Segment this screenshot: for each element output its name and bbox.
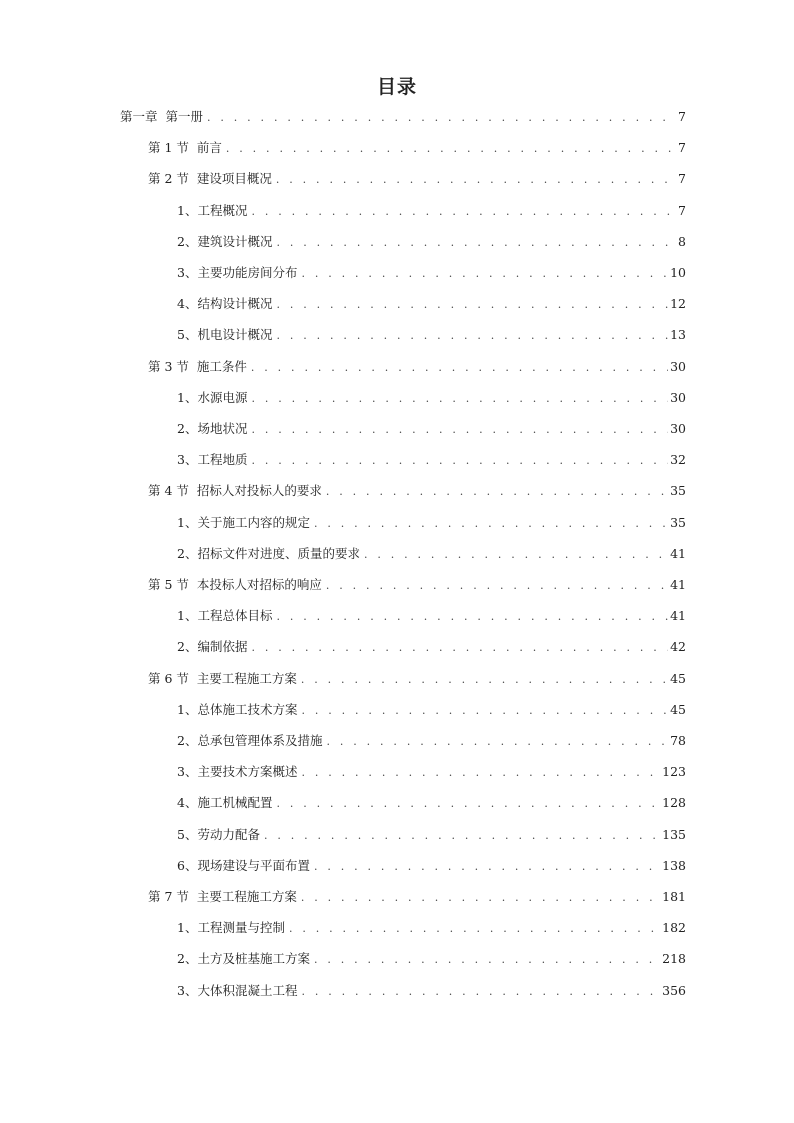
toc-dot-leader [301,264,668,284]
toc-entry-number: 第 6 节 [148,670,189,686]
toc-entry[interactable] [177,450,686,470]
toc-entry-label: 主要工程施工方案 [196,670,297,686]
toc-dot-leader [301,982,660,1002]
toc-entry[interactable] [177,700,686,720]
toc-entry[interactable] [148,138,686,158]
toc-entry-number: 2、 [177,733,198,748]
toc-entry-spacer [189,481,197,501]
toc-entry-number: 第一章 [120,109,158,124]
toc-dot-leader [207,108,676,128]
toc-entry-label: 招标文件对进度、质量的要求 [197,545,360,561]
toc-entry-label: 主要工程施工方案 [196,889,297,904]
toc-entry-label: 主要功能房间分布 [197,265,298,280]
toc-entry-label: 工程总体目标 [197,608,273,624]
toc-entry-page-number: 7 [678,171,686,187]
toc-entry-number: 2、 [177,951,198,967]
toc-entry-page-number: 32 [670,452,686,468]
toc-entry-page-number: 35 [670,483,686,499]
toc-entry[interactable] [177,825,686,845]
toc-entry-label: 水源电源 [197,389,248,405]
toc-entry-label: 结构设计概况 [197,296,273,312]
toc-entry-page-number: 30 [670,421,686,436]
toc-entry-spacer [189,669,197,689]
toc-entry[interactable] [177,856,686,876]
toc-entry-number: 第 5 节 [148,577,189,592]
toc-entry-page-number: 12 [670,296,686,312]
toc-entry-number: 4、 [177,296,198,312]
toc-entry[interactable] [177,263,686,283]
toc-entry-number: 第 2 节 [148,171,189,187]
toc-entry[interactable] [177,981,686,1001]
toc-dot-leader [314,950,660,970]
toc-entry-page-number: 7 [678,140,686,156]
toc-dot-leader [264,826,660,846]
toc-entry-number: 1、 [177,920,198,936]
toc-entry-label: 第一册 [165,109,203,124]
toc-entry-spacer [189,575,197,595]
toc-entry-label: 总承包管理体系及措施 [197,733,323,748]
toc-entry-label: 总体施工技术方案 [197,701,298,717]
toc-entry-number: 5、 [177,826,198,842]
toc-entry-number: 4、 [177,795,198,811]
toc-dot-leader [251,638,668,658]
toc-entry[interactable] [177,949,686,969]
toc-entry-number: 2、 [177,639,198,655]
toc-entry-label: 大体积混凝土工程 [197,982,298,998]
toc-entry-label: 工程概况 [197,202,248,218]
toc-entry-label: 招标人对投标人的要求 [196,483,322,499]
toc-entry[interactable] [148,669,686,689]
toc-entry[interactable] [177,731,686,751]
toc-entry-number: 1、 [177,202,198,218]
toc-entry-page-number: 135 [662,826,686,842]
toc-dot-leader [301,763,660,783]
toc-entry-page-number: 45 [670,670,686,686]
toc-entry-page-number: 181 [662,889,686,904]
toc-entry[interactable] [177,918,686,938]
toc-entry-label: 建筑设计概况 [197,233,273,249]
toc-entry-label: 关于施工内容的规定 [197,514,310,530]
toc-dot-leader [314,857,660,877]
toc-entry-page-number: 78 [670,733,686,748]
toc-entry-page-number: 41 [670,608,686,624]
toc-entry-number: 3、 [177,452,198,468]
toc-entry-spacer [189,357,197,377]
toc-entry-number: 5、 [177,327,198,343]
toc-entry-page-number: 7 [678,202,686,218]
toc-dot-leader [314,514,668,534]
toc-entry-number: 第 7 节 [148,889,189,904]
toc-entry-label: 主要技术方案概述 [197,764,298,780]
toc-entry-page-number: 30 [670,358,686,374]
toc-entry[interactable] [177,419,686,439]
toc-entry[interactable] [177,544,686,564]
toc-entry-page-number: 41 [670,545,686,561]
toc-entry-spacer [189,887,197,907]
toc-entry[interactable] [148,357,686,377]
toc-dot-leader [364,545,668,565]
toc-entry-number: 第 3 节 [148,358,189,374]
toc-entry-number: 第 4 节 [148,483,189,499]
toc-entry-spacer [158,107,166,127]
page-title: 目录 [376,76,417,98]
toc-entry-page-number: 218 [662,951,686,967]
toc-entry-number: 1、 [177,389,198,405]
toc-dot-leader [276,326,668,346]
toc-entry-page-number: 182 [662,920,686,936]
toc-dot-leader [251,389,668,409]
toc-entry-label: 建设项目概况 [196,171,272,187]
toc-entry-number: 1、 [177,608,198,624]
toc-entry-label: 工程测量与控制 [197,920,285,936]
toc-entry-label: 土方及桩基施工方案 [197,951,310,967]
toc-dot-leader [301,670,668,690]
toc-entry[interactable] [148,481,686,501]
toc-entry-number: 2、 [177,545,198,561]
toc-dot-leader [226,139,676,159]
toc-entry-number: 1、 [177,514,198,530]
toc-entry-page-number: 42 [670,639,686,655]
toc-dot-leader [251,451,668,471]
toc-entry[interactable] [177,793,686,813]
toc-entry-page-number: 41 [670,577,686,592]
toc-entry-number: 2、 [177,421,198,436]
toc-entry-number: 1、 [177,701,198,717]
toc-dot-leader [301,701,668,721]
toc-entry[interactable] [177,201,686,221]
toc-entry-page-number: 138 [662,857,686,873]
toc-entry-label: 前言 [196,140,222,156]
toc-dot-leader [276,794,660,814]
toc-entry-page-number: 8 [678,233,686,249]
toc-entry-number: 第 1 节 [148,140,189,156]
toc-entry-page-number: 10 [670,265,686,280]
toc-entry[interactable] [177,513,686,533]
toc-entry[interactable] [177,637,686,657]
toc-entry-page-number: 45 [670,701,686,717]
toc-entry[interactable] [177,388,686,408]
toc-entry[interactable] [120,107,686,127]
toc-entry-page-number: 356 [662,982,686,998]
toc-entry-page-number: 123 [662,764,686,780]
toc-entry[interactable] [177,232,686,252]
toc-entry-page-number: 30 [670,389,686,405]
toc-entry-label: 施工条件 [196,358,247,374]
toc-entry[interactable] [148,169,686,189]
toc-entry-number: 3、 [177,764,198,780]
toc-entry[interactable] [148,887,686,907]
toc-entry-label: 机电设计概况 [197,327,273,343]
toc-dot-leader [276,607,668,627]
toc-entry-spacer [189,138,197,158]
toc-dot-leader [251,358,668,378]
toc-entry-label: 施工机械配置 [197,795,273,811]
toc-entry-number: 3、 [177,265,198,280]
toc-dot-leader [251,202,676,222]
toc-entry-number: 2、 [177,233,198,249]
toc-dot-leader [289,919,660,939]
toc-entry[interactable] [148,575,686,595]
toc-entry-page-number: 128 [662,795,686,811]
toc-entry[interactable] [177,325,686,345]
toc-dot-leader [251,420,668,440]
toc-entry-number: 6、 [177,857,198,873]
toc-entry[interactable] [177,606,686,626]
toc-dot-leader [326,732,668,752]
toc-entry[interactable] [177,294,686,314]
toc-dot-leader [276,233,676,253]
toc-entry-label: 编制依据 [197,639,248,655]
toc-dot-leader [326,482,668,502]
toc-entry-page-number: 7 [678,109,686,124]
toc-entry-label: 工程地质 [197,452,248,468]
toc-entry-label: 劳动力配备 [197,826,260,842]
toc-entry-label: 现场建设与平面布置 [197,857,310,873]
toc-entry-page-number: 13 [670,327,686,343]
toc-dot-leader [276,295,668,315]
toc-entry-spacer [189,169,197,189]
toc-dot-leader [301,888,660,908]
toc-entry-page-number: 35 [670,514,686,530]
toc-entry-number: 3、 [177,982,198,998]
toc-entry-label: 本投标人对招标的响应 [196,577,322,592]
toc-dot-leader [276,170,676,190]
toc-entry-label: 场地状况 [197,421,248,436]
toc-dot-leader [326,576,668,596]
toc-entry[interactable] [177,762,686,782]
